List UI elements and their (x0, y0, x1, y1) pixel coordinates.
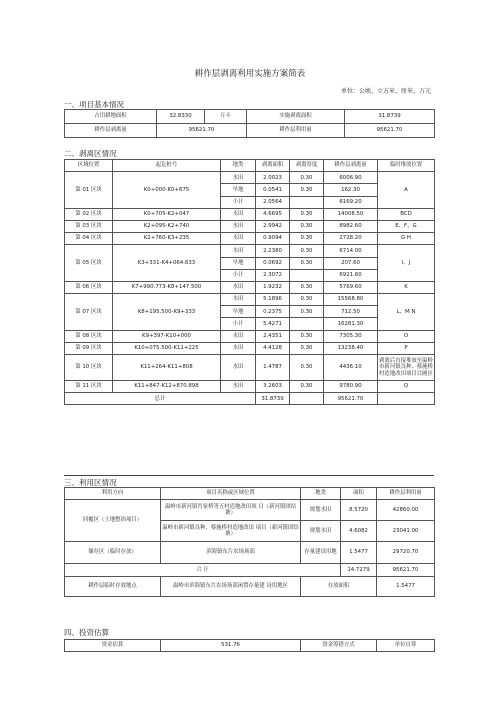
strip-pile-range: K2+095-K2+740 (113, 220, 221, 232)
strip-land-type: 水田 (221, 233, 256, 245)
strip-volume: 5769.60 (324, 281, 378, 293)
use-volume: 29720.70 (377, 542, 435, 564)
strip-area: 1.4787 (256, 355, 290, 381)
strip-pile-range: K9+397-K10+000 (113, 330, 221, 342)
strip-land-type: 小计 (221, 269, 256, 281)
strip-zone: 第 09 区块 (65, 342, 113, 354)
strip-land-type: 水田 (221, 355, 256, 381)
strip-area: 1.9232 (256, 281, 290, 293)
strip-total-empty (290, 393, 324, 405)
strip-volume: 15568.80 (324, 294, 378, 306)
use-total-volume: 95621.70 (377, 564, 435, 577)
strip-area: 0.2375 (256, 306, 290, 318)
strip-thickness (290, 196, 324, 208)
use-land-type: 规划水田 (301, 500, 341, 521)
document-title: 耕作层剥离利用实施方案简表 (194, 69, 306, 79)
temp-storage-label: 耕作层临时存放地点 (65, 577, 161, 597)
strip-row (65, 355, 435, 381)
strip-thickness: 0.30 (290, 208, 324, 220)
strip-thickness: 0.30 (290, 257, 324, 269)
actual-area-label: 实施剥离面积 (247, 110, 345, 124)
use-header-name: 项目名称或区域位置 (161, 488, 301, 500)
funding-method-value: 单位自筹 (377, 640, 435, 652)
strip-total-label: 总计 (65, 393, 256, 405)
section-basic-info: 一、项目基本情况 (64, 100, 124, 109)
use-area: 1.5477 (341, 542, 377, 564)
actual-area-value: 31.8739 (345, 110, 435, 124)
strip-zone: 第 06 区块 (65, 281, 113, 293)
strip-row (65, 281, 435, 293)
strip-thickness: 0.30 (290, 294, 324, 306)
investment-estimate-label: 资金估算 (65, 640, 161, 652)
strip-land-type: 水田 (221, 245, 256, 257)
strip-pile-range: K3+331-K4+064.633 (113, 245, 221, 282)
strip-thickness (290, 318, 324, 330)
stripped-volume-value: 95621.70 (157, 124, 247, 138)
strip-area: 2.4351 (256, 330, 290, 342)
use-land-type: 规划水田 (301, 521, 341, 542)
strip-zone: 第 08 区块 (65, 330, 113, 342)
strip-volume: 8982.60 (324, 220, 378, 232)
strip-pile-range: K11+847-K12+870.898 (113, 381, 221, 393)
strip-row (65, 245, 435, 257)
strip-storage-position: E、F、G (378, 220, 435, 232)
strip-pile-range: K0+000-K0+675 (113, 172, 221, 209)
strip-pile-range: K10+075.500-K11+225 (113, 342, 221, 354)
use-volume: 23041.00 (377, 521, 435, 542)
strip-area: 5.4271 (256, 318, 290, 330)
section-strip-area: 二、剥离区情况 (64, 149, 117, 158)
strip-land-type: 水田 (221, 294, 256, 306)
stripped-volume-label: 耕作层剥离量 (65, 124, 157, 138)
strip-total-volume: 95621.70 (324, 393, 378, 405)
occupied-area-label: 占用耕地面积 (65, 110, 157, 124)
strip-thickness: 0.30 (290, 381, 324, 393)
strip-volume: 6921.60 (324, 269, 378, 281)
strip-header-land-type: 地类 (221, 160, 256, 172)
use-project-name: 温岭市新河镇良种、蔡施桥村造地改田 项目（新河镇团结塘） (161, 521, 301, 542)
strip-row (65, 220, 435, 232)
funding-method-label: 资金筹措方式 (301, 640, 377, 652)
strip-zone: 第 07 区块 (65, 294, 113, 331)
strip-row (65, 233, 435, 245)
strip-land-type: 旱地 (221, 257, 256, 269)
occupied-area-value: 32.8330 (157, 110, 205, 124)
use-header-type: 地类 (301, 488, 341, 500)
strip-volume: 7305.30 (324, 330, 378, 342)
strip-area: 2.3072 (256, 269, 290, 281)
strip-volume: 162.30 (324, 184, 378, 196)
strip-header-volume: 耕作层剥离量 (324, 160, 378, 172)
strip-header-thickness: 剥离厚度 (290, 160, 324, 172)
strip-zone: 第 10 区块 (65, 355, 113, 381)
strip-thickness: 0.30 (290, 245, 324, 257)
temp-storage-area-label: 存放面积 (301, 577, 377, 597)
strip-area: 5.1896 (256, 294, 290, 306)
strip-header-storage: 临时堆放位置 (378, 160, 435, 172)
strip-row (65, 342, 435, 354)
occupied-area-unit: 斤斗 (205, 110, 247, 124)
strip-volume: 4436.10 (324, 355, 378, 381)
strip-row (65, 208, 435, 220)
strip-zone: 第 05 区块 (65, 245, 113, 282)
strip-volume: 2728.20 (324, 233, 378, 245)
strip-area: 0.0692 (256, 257, 290, 269)
strip-volume: 14008.50 (324, 208, 378, 220)
use-project-name: 温岭市新河镇肖家桥等五村造地改田项 目（新河镇团结塘） (161, 500, 301, 521)
strip-land-type: 水田 (221, 172, 256, 184)
strip-header-zone: 区域位置 (65, 160, 113, 172)
use-direction-storage: 储存区（临时存放） (65, 542, 161, 564)
strip-area: 2.0564 (256, 196, 290, 208)
strip-storage-position: I、J (378, 245, 435, 282)
strip-zone: 第 04 区块 (65, 233, 113, 245)
use-volume: 42860.00 (377, 500, 435, 521)
unit-note: 单位：公顷、立方米、厘米、万元 (340, 88, 431, 95)
strip-storage-position: 剥离后直接堆放至温岭市新河镇良种、蔡施桥村造地改田项目目圃区 (378, 355, 435, 381)
strip-volume: 6006.90 (324, 172, 378, 184)
strip-thickness: 0.30 (290, 342, 324, 354)
basic-info-table (64, 109, 435, 138)
strip-land-type: 水田 (221, 342, 256, 354)
strip-area: 2.2380 (256, 245, 290, 257)
strip-pile-range: K8+195.500-K9+333 (113, 294, 221, 331)
use-total-area: 14.7279 (341, 564, 377, 577)
strip-area: 0.0541 (256, 184, 290, 196)
strip-area: 0.9094 (256, 233, 290, 245)
strip-zone: 第 02 区块 (65, 208, 113, 220)
strip-thickness: 0.30 (290, 220, 324, 232)
temp-storage-area: 1.5477 (377, 577, 435, 597)
strip-volume: 207.60 (324, 257, 378, 269)
strip-thickness: 0.30 (290, 184, 324, 196)
strip-storage-position: A (378, 172, 435, 209)
strip-area: 2.0023 (256, 172, 290, 184)
strip-thickness (290, 269, 324, 281)
strip-thickness: 0.30 (290, 281, 324, 293)
strip-land-type: 小计 (221, 196, 256, 208)
strip-thickness: 0.30 (290, 172, 324, 184)
strip-volume: 9780.90 (324, 381, 378, 393)
strip-volume: 13238.40 (324, 342, 378, 354)
strip-zone: 第 11 区块 (65, 381, 113, 393)
strip-storage-position: O (378, 330, 435, 342)
strip-row (65, 330, 435, 342)
strip-land-type: 水田 (221, 381, 256, 393)
use-project-name: 滨海镇东片农场场部 (161, 542, 301, 564)
strip-land-type: 旱地 (221, 184, 256, 196)
use-header-volume: 耕作层利用量 (377, 488, 435, 500)
strip-header-pile: 起讫桩号 (113, 160, 221, 172)
use-area-table (64, 487, 435, 597)
used-volume-value: 95621.70 (345, 124, 435, 138)
section-divider (64, 475, 434, 476)
temp-storage-location: 温岭市滨海镇东片农场场部闲置存量建 设用地区 (161, 577, 301, 597)
strip-land-type: 旱地 (221, 306, 256, 318)
strip-storage-position: L、M N (378, 294, 435, 331)
strip-thickness: 0.30 (290, 330, 324, 342)
section-investment: 四、投资估算 (64, 628, 109, 637)
strip-area: 4.6695 (256, 208, 290, 220)
investment-table (64, 639, 435, 652)
strip-pile-range: K11+264-K11+808 (113, 355, 221, 381)
strip-land-type: 小计 (221, 318, 256, 330)
strip-area-table (64, 159, 435, 405)
strip-pile-range: K2+760-K3+235 (113, 233, 221, 245)
strip-zone: 第 01 区块 (65, 172, 113, 209)
strip-volume: 712.50 (324, 306, 378, 318)
use-total-label: 合 计 (65, 564, 341, 577)
strip-thickness: 0.30 (290, 306, 324, 318)
strip-volume: 6169.20 (324, 196, 378, 208)
investment-estimate-value: 531.76 (161, 640, 301, 652)
use-area: 8.5720 (341, 500, 377, 521)
strip-header-area: 剥离面积 (256, 160, 290, 172)
strip-area: 4.4128 (256, 342, 290, 354)
strip-land-type: 水田 (221, 208, 256, 220)
use-direction-backfill: 回覆区（土地整治项目） (65, 500, 161, 542)
strip-storage-position: P (378, 342, 435, 354)
strip-land-type: 水田 (221, 281, 256, 293)
strip-land-type: 水田 (221, 330, 256, 342)
used-volume-label: 耕作层利用量 (247, 124, 345, 138)
strip-area: 3.2603 (256, 381, 290, 393)
use-land-type: 存量建设用地 (301, 542, 341, 564)
use-area: 4.6082 (341, 521, 377, 542)
strip-volume: 6714.00 (324, 245, 378, 257)
section-use-area: 三、利用区情况 (64, 478, 117, 487)
strip-row (65, 294, 435, 306)
strip-row (65, 381, 435, 393)
strip-thickness: 0.30 (290, 355, 324, 381)
strip-storage-position: G H (378, 233, 435, 245)
strip-volume: 16281.30 (324, 318, 378, 330)
strip-row (65, 172, 435, 184)
strip-storage-position: K (378, 281, 435, 293)
strip-area: 2.9942 (256, 220, 290, 232)
strip-total-empty (378, 393, 435, 405)
strip-zone: 第 03 区块 (65, 220, 113, 232)
strip-thickness: 0.30 (290, 233, 324, 245)
strip-storage-position: Q (378, 381, 435, 393)
strip-land-type: 水田 (221, 220, 256, 232)
use-header-direction: 利用方向 (65, 488, 161, 500)
strip-pile-range: K0+705-K2+047 (113, 208, 221, 220)
strip-pile-range: K7+990.773-K8+147.500 (113, 281, 221, 293)
use-header-area: 面积 (341, 488, 377, 500)
strip-total-area: 31.8739 (256, 393, 290, 405)
strip-storage-position: BCD (378, 208, 435, 220)
